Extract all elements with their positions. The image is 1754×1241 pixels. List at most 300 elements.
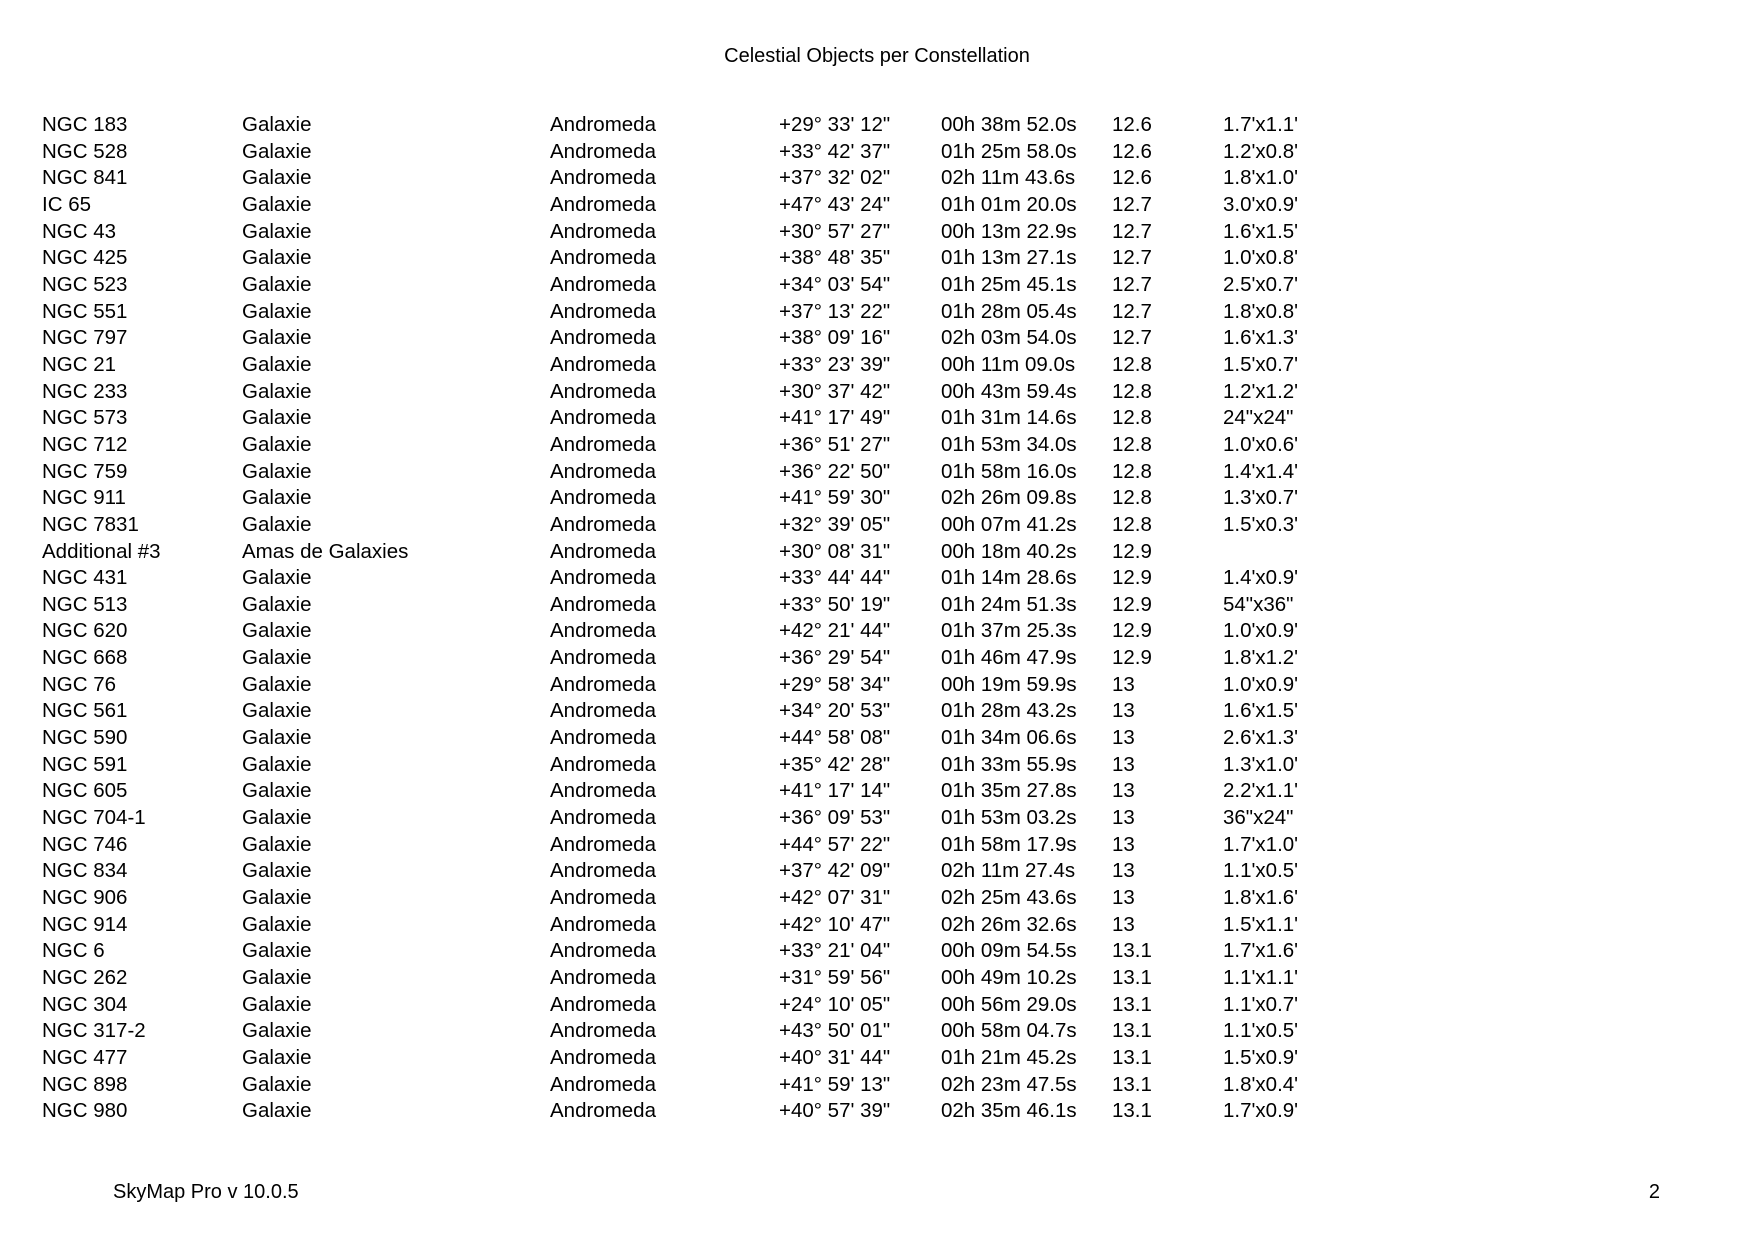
object-name-cell: NGC 431 (42, 566, 128, 590)
constellation-cell: Andromeda (550, 326, 656, 350)
table-row (42, 539, 1343, 566)
size-cell: 1.0'x0.9' (1223, 619, 1299, 643)
declination-cell: +35° 42' 28" (779, 752, 891, 776)
declination-cell: +41° 17' 49" (779, 406, 891, 430)
right-ascension-cell: 01h 58m 17.9s (941, 832, 1077, 856)
declination-cell: +34° 20' 53" (779, 699, 891, 723)
size-cell: 1.4'x1.4' (1223, 459, 1299, 483)
magnitude-cell: 12.7 (1112, 246, 1152, 270)
declination-cell: +33° 42' 37" (779, 139, 891, 163)
object-name-cell: NGC 43 (42, 219, 117, 243)
table-row (42, 192, 1343, 219)
table-row (42, 1018, 1343, 1045)
declination-cell: +37° 32' 02" (779, 166, 891, 190)
magnitude-cell: 13.1 (1112, 1099, 1152, 1123)
size-cell: 1.7'x0.9' (1223, 1099, 1299, 1123)
right-ascension-cell: 02h 11m 43.6s (941, 166, 1076, 190)
table-row (42, 512, 1343, 539)
object-name-cell: NGC 746 (42, 832, 128, 856)
size-cell: 1.6'x1.5' (1223, 219, 1299, 243)
magnitude-cell: 12.8 (1112, 432, 1152, 456)
object-type-cell: Galaxie (242, 192, 312, 216)
object-type-cell: Galaxie (242, 299, 312, 323)
right-ascension-cell: 02h 25m 43.6s (941, 886, 1077, 910)
page-title: Celestial Objects per Constellation (724, 45, 1030, 67)
constellation-cell: Andromeda (550, 272, 656, 296)
object-name-cell: NGC 704-1 (42, 806, 146, 830)
magnitude-cell: 13.1 (1112, 1019, 1152, 1043)
declination-cell: +30° 08' 31" (779, 539, 891, 563)
constellation-cell: Andromeda (550, 886, 656, 910)
table-row (42, 405, 1343, 432)
object-type-cell: Galaxie (242, 512, 312, 536)
right-ascension-cell: 01h 53m 34.0s (941, 432, 1077, 456)
right-ascension-cell: 00h 07m 41.2s (941, 512, 1077, 536)
size-cell: 2.6'x1.3' (1223, 726, 1299, 750)
table-row (42, 858, 1343, 885)
right-ascension-cell: 01h 14m 28.6s (941, 566, 1077, 590)
table-row (42, 618, 1343, 645)
object-name-cell: NGC 76 (42, 672, 117, 696)
object-type-cell: Galaxie (242, 912, 312, 936)
magnitude-cell: 12.8 (1112, 486, 1152, 510)
magnitude-cell: 12.7 (1112, 272, 1152, 296)
object-name-cell: NGC 233 (42, 379, 128, 403)
object-name-cell: NGC 6 (42, 939, 105, 963)
object-name-cell: NGC 551 (42, 299, 128, 323)
right-ascension-cell: 01h 37m 25.3s (941, 619, 1077, 643)
table-row (42, 698, 1343, 725)
right-ascension-cell: 02h 35m 46.1s (941, 1099, 1077, 1123)
magnitude-cell: 12.8 (1112, 512, 1152, 536)
constellation-cell: Andromeda (550, 299, 656, 323)
object-type-cell: Galaxie (242, 699, 312, 723)
table-row (42, 165, 1343, 192)
constellation-cell: Andromeda (550, 912, 656, 936)
constellation-cell: Andromeda (550, 486, 656, 510)
object-type-cell: Galaxie (242, 726, 312, 750)
size-cell: 1.3'x0.7' (1223, 486, 1299, 510)
table-row (42, 352, 1343, 379)
size-cell: 1.5'x0.9' (1223, 1045, 1299, 1069)
table-row (42, 885, 1343, 912)
magnitude-cell: 13 (1112, 752, 1135, 776)
constellation-cell: Andromeda (550, 726, 656, 750)
object-name-cell: NGC 317-2 (42, 1019, 146, 1043)
constellation-cell: Andromeda (550, 379, 656, 403)
declination-cell: +44° 58' 08" (779, 726, 891, 750)
declination-cell: +30° 37' 42" (779, 379, 891, 403)
right-ascension-cell: 02h 26m 32.6s (941, 912, 1077, 936)
table-row (42, 805, 1343, 832)
declination-cell: +40° 31' 44" (779, 1045, 891, 1069)
object-type-cell: Galaxie (242, 619, 312, 643)
size-cell: 1.0'x0.8' (1223, 246, 1299, 270)
table-row (42, 965, 1343, 992)
table-row (42, 725, 1343, 752)
object-name-cell: NGC 834 (42, 859, 128, 883)
size-cell: 3.0'x0.9' (1223, 192, 1299, 216)
magnitude-cell: 12.9 (1112, 566, 1152, 590)
constellation-cell: Andromeda (550, 406, 656, 430)
object-name-cell: NGC 620 (42, 619, 128, 643)
object-name-cell: NGC 605 (42, 779, 128, 803)
declination-cell: +29° 33' 12" (779, 113, 891, 136)
object-name-cell: NGC 898 (42, 1072, 128, 1096)
right-ascension-cell: 01h 24m 51.3s (941, 592, 1077, 616)
object-name-cell: NGC 561 (42, 699, 128, 723)
object-name-cell: NGC 590 (42, 726, 128, 750)
object-type-cell: Galaxie (242, 1072, 312, 1096)
constellation-cell: Andromeda (550, 646, 656, 670)
right-ascension-cell: 00h 49m 10.2s (941, 966, 1077, 989)
right-ascension-cell: 01h 46m 47.9s (941, 646, 1077, 670)
constellation-cell: Andromeda (550, 779, 656, 803)
table-row (42, 272, 1343, 299)
object-type-cell: Galaxie (242, 486, 312, 510)
magnitude-cell: 12.6 (1112, 139, 1152, 163)
table-row (42, 938, 1343, 965)
constellation-cell: Andromeda (550, 113, 656, 136)
constellation-cell: Andromeda (550, 699, 656, 723)
right-ascension-cell: 01h 25m 45.1s (941, 272, 1077, 296)
right-ascension-cell: 01h 53m 03.2s (941, 806, 1077, 830)
declination-cell: +37° 13' 22" (779, 299, 891, 323)
table-row (42, 485, 1343, 512)
magnitude-cell: 13 (1112, 672, 1135, 696)
constellation-cell: Andromeda (550, 459, 656, 483)
object-type-cell: Galaxie (242, 406, 312, 430)
objects-table (42, 112, 1343, 1125)
size-cell: 1.5'x0.3' (1223, 512, 1299, 536)
object-name-cell: NGC 513 (42, 592, 128, 616)
size-cell: 1.8'x0.8' (1223, 299, 1299, 323)
object-type-cell: Galaxie (242, 352, 312, 376)
size-cell: 24"x24" (1223, 406, 1294, 430)
right-ascension-cell: 01h 21m 45.2s (941, 1045, 1077, 1069)
constellation-cell: Andromeda (550, 672, 656, 696)
declination-cell: +29° 58' 34" (779, 672, 891, 696)
object-type-cell: Galaxie (242, 272, 312, 296)
object-type-cell: Galaxie (242, 966, 312, 989)
declination-cell: +36° 09' 53" (779, 806, 891, 830)
magnitude-cell: 12.9 (1112, 592, 1152, 616)
right-ascension-cell: 00h 09m 54.5s (941, 939, 1077, 963)
size-cell: 1.2'x0.8' (1223, 139, 1299, 163)
footer-app-version: SkyMap Pro v 10.0.5 (113, 1181, 299, 1203)
constellation-cell: Andromeda (550, 939, 656, 963)
constellation-cell: Andromeda (550, 752, 656, 776)
object-type-cell: Galaxie (242, 646, 312, 670)
magnitude-cell: 12.6 (1112, 166, 1152, 190)
right-ascension-cell: 01h 01m 20.0s (941, 192, 1077, 216)
object-name-cell: NGC 668 (42, 646, 128, 670)
object-type-cell: Galaxie (242, 1019, 312, 1043)
size-cell: 54"x36" (1223, 592, 1294, 616)
right-ascension-cell: 01h 33m 55.9s (941, 752, 1077, 776)
magnitude-cell: 13.1 (1112, 992, 1152, 1016)
right-ascension-cell: 01h 31m 14.6s (941, 406, 1077, 430)
declination-cell: +33° 21' 04" (779, 939, 891, 963)
magnitude-cell: 12.9 (1112, 539, 1152, 563)
declination-cell: +31° 59' 56" (779, 966, 891, 989)
magnitude-cell: 12.8 (1112, 459, 1152, 483)
magnitude-cell: 13 (1112, 859, 1135, 883)
object-type-cell: Galaxie (242, 566, 312, 590)
object-name-cell: NGC 21 (42, 352, 117, 376)
declination-cell: +42° 21' 44" (779, 619, 891, 643)
object-name-cell: NGC 7831 (42, 512, 139, 536)
object-type-cell: Galaxie (242, 432, 312, 456)
magnitude-cell: 12.7 (1112, 192, 1152, 216)
right-ascension-cell: 01h 25m 58.0s (941, 139, 1077, 163)
object-type-cell: Galaxie (242, 246, 312, 270)
magnitude-cell: 12.9 (1112, 646, 1152, 670)
right-ascension-cell: 02h 23m 47.5s (941, 1072, 1077, 1096)
table-row (42, 912, 1343, 939)
object-name-cell: NGC 797 (42, 326, 128, 350)
constellation-cell: Andromeda (550, 139, 656, 163)
declination-cell: +42° 07' 31" (779, 886, 891, 910)
size-cell: 1.1'x0.7' (1223, 992, 1299, 1016)
constellation-cell: Andromeda (550, 566, 656, 590)
magnitude-cell: 13 (1112, 886, 1135, 910)
size-cell: 1.5'x0.7' (1223, 352, 1299, 376)
declination-cell: +30° 57' 27" (779, 219, 891, 243)
constellation-cell: Andromeda (550, 1072, 656, 1096)
magnitude-cell: 12.9 (1112, 619, 1152, 643)
constellation-cell: Andromeda (550, 219, 656, 243)
object-type-cell: Amas de Galaxies (242, 539, 409, 563)
footer-page-number: 2 (1648, 1181, 1660, 1203)
size-cell: 1.5'x1.1' (1223, 912, 1299, 936)
constellation-cell: Andromeda (550, 539, 656, 563)
right-ascension-cell: 00h 19m 59.9s (941, 672, 1077, 696)
declination-cell: +24° 10' 05" (779, 992, 891, 1016)
magnitude-cell: 13 (1112, 912, 1135, 936)
declination-cell: +34° 03' 54" (779, 272, 891, 296)
declination-cell: +33° 23' 39" (779, 352, 891, 376)
size-cell: 1.6'x1.3' (1223, 326, 1299, 350)
table-row (42, 245, 1343, 272)
magnitude-cell: 12.7 (1112, 326, 1152, 350)
size-cell: 1.8'x1.2' (1223, 646, 1299, 670)
table-row (42, 1098, 1343, 1125)
object-type-cell: Galaxie (242, 886, 312, 910)
right-ascension-cell: 00h 56m 29.0s (941, 992, 1077, 1016)
object-type-cell: Galaxie (242, 779, 312, 803)
right-ascension-cell: 01h 13m 27.1s (941, 246, 1077, 270)
object-type-cell: Galaxie (242, 219, 312, 243)
size-cell: 1.1'x1.1' (1223, 966, 1299, 989)
constellation-cell: Andromeda (550, 992, 656, 1016)
size-cell: 1.8'x0.4' (1223, 1072, 1299, 1096)
constellation-cell: Andromeda (550, 246, 656, 270)
declination-cell: +32° 39' 05" (779, 512, 891, 536)
table-row (42, 1045, 1343, 1072)
declination-cell: +37° 42' 09" (779, 859, 891, 883)
object-name-cell: NGC 262 (42, 966, 128, 989)
object-name-cell: NGC 980 (42, 1099, 128, 1123)
size-cell: 1.0'x0.6' (1223, 432, 1299, 456)
right-ascension-cell: 01h 34m 06.6s (941, 726, 1077, 750)
right-ascension-cell: 00h 38m 52.0s (941, 113, 1077, 136)
declination-cell: +33° 50' 19" (779, 592, 891, 616)
constellation-cell: Andromeda (550, 859, 656, 883)
constellation-cell: Andromeda (550, 966, 656, 989)
declination-cell: +43° 50' 01" (779, 1019, 891, 1043)
table-row (42, 645, 1343, 672)
table-row (42, 565, 1343, 592)
magnitude-cell: 12.8 (1112, 379, 1152, 403)
size-cell: 1.3'x1.0' (1223, 752, 1299, 776)
magnitude-cell: 13.1 (1112, 1045, 1152, 1069)
right-ascension-cell: 02h 26m 09.8s (941, 486, 1077, 510)
object-type-cell: Galaxie (242, 166, 312, 190)
table-row (42, 778, 1343, 805)
object-name-cell: NGC 573 (42, 406, 128, 430)
object-type-cell: Galaxie (242, 326, 312, 350)
size-cell: 2.2'x1.1' (1223, 779, 1299, 803)
object-name-cell: NGC 906 (42, 886, 128, 910)
size-cell (1223, 539, 1343, 566)
right-ascension-cell: 00h 11m 09.0s (941, 352, 1076, 376)
size-cell: 1.4'x0.9' (1223, 566, 1299, 590)
size-cell: 1.8'x1.0' (1223, 166, 1299, 190)
right-ascension-cell: 02h 03m 54.0s (941, 326, 1077, 350)
size-cell: 1.7'x1.1' (1223, 113, 1299, 136)
magnitude-cell: 13 (1112, 726, 1135, 750)
size-cell: 1.7'x1.6' (1223, 939, 1299, 963)
object-name-cell: NGC 183 (42, 113, 128, 136)
size-cell: 1.6'x1.5' (1223, 699, 1299, 723)
right-ascension-cell: 01h 58m 16.0s (941, 459, 1077, 483)
right-ascension-cell: 00h 43m 59.4s (941, 379, 1077, 403)
object-type-cell: Galaxie (242, 139, 312, 163)
table-row (42, 459, 1343, 486)
declination-cell: +41° 59' 30" (779, 486, 891, 510)
object-name-cell: NGC 759 (42, 459, 128, 483)
object-name-cell: NGC 528 (42, 139, 128, 163)
size-cell: 36"x24" (1223, 806, 1294, 830)
magnitude-cell: 12.8 (1112, 352, 1152, 376)
declination-cell: +33° 44' 44" (779, 566, 891, 590)
magnitude-cell: 12.7 (1112, 299, 1152, 323)
size-cell: 1.1'x0.5' (1223, 1019, 1299, 1043)
right-ascension-cell: 00h 58m 04.7s (941, 1019, 1077, 1043)
size-cell: 1.8'x1.6' (1223, 886, 1299, 910)
right-ascension-cell: 00h 13m 22.9s (941, 219, 1077, 243)
table-row (42, 139, 1343, 166)
object-name-cell: NGC 841 (42, 166, 128, 190)
constellation-cell: Andromeda (550, 832, 656, 856)
right-ascension-cell: 00h 18m 40.2s (941, 539, 1077, 563)
table-row (42, 992, 1343, 1019)
objects-table-body (42, 112, 1343, 1125)
constellation-cell: Andromeda (550, 432, 656, 456)
object-type-cell: Galaxie (242, 752, 312, 776)
object-name-cell: NGC 914 (42, 912, 128, 936)
magnitude-cell: 13 (1112, 699, 1135, 723)
declination-cell: +36° 29' 54" (779, 646, 891, 670)
declination-cell: +44° 57' 22" (779, 832, 891, 856)
constellation-cell: Andromeda (550, 619, 656, 643)
size-cell: 1.7'x1.0' (1223, 832, 1299, 856)
table-row (42, 1072, 1343, 1099)
table-row (42, 432, 1343, 459)
object-name-cell: NGC 712 (42, 432, 128, 456)
magnitude-cell: 13.1 (1112, 966, 1152, 989)
object-name-cell: Additional #3 (42, 539, 161, 563)
constellation-cell: Andromeda (550, 512, 656, 536)
object-name-cell: NGC 591 (42, 752, 128, 776)
magnitude-cell: 12.6 (1112, 113, 1152, 136)
declination-cell: +42° 10' 47" (779, 912, 891, 936)
object-type-cell: Galaxie (242, 859, 312, 883)
magnitude-cell: 12.7 (1112, 219, 1152, 243)
table-row (42, 325, 1343, 352)
table-row (42, 219, 1343, 246)
table-row (42, 832, 1343, 859)
object-type-cell: Galaxie (242, 1045, 312, 1069)
object-type-cell: Galaxie (242, 992, 312, 1016)
object-type-cell: Galaxie (242, 459, 312, 483)
table-row (42, 379, 1343, 406)
constellation-cell: Andromeda (550, 1019, 656, 1043)
declination-cell: +41° 17' 14" (779, 779, 891, 803)
constellation-cell: Andromeda (550, 166, 656, 190)
object-type-cell: Galaxie (242, 832, 312, 856)
object-name-cell: NGC 425 (42, 246, 128, 270)
magnitude-cell: 13 (1112, 832, 1135, 856)
magnitude-cell: 13 (1112, 806, 1135, 830)
object-type-cell: Galaxie (242, 379, 312, 403)
declination-cell: +36° 51' 27" (779, 432, 891, 456)
object-name-cell: IC 65 (42, 192, 91, 216)
object-type-cell: Galaxie (242, 806, 312, 830)
right-ascension-cell: 01h 35m 27.8s (941, 779, 1077, 803)
table-row (42, 672, 1343, 699)
constellation-cell: Andromeda (550, 192, 656, 216)
constellation-cell: Andromeda (550, 592, 656, 616)
size-cell: 1.1'x0.5' (1223, 859, 1299, 883)
magnitude-cell: 13 (1112, 779, 1135, 803)
magnitude-cell: 12.8 (1112, 406, 1152, 430)
object-name-cell: NGC 304 (42, 992, 128, 1016)
constellation-cell: Andromeda (550, 1099, 656, 1123)
size-cell: 1.0'x0.9' (1223, 672, 1299, 696)
object-type-cell: Galaxie (242, 592, 312, 616)
declination-cell: +36° 22' 50" (779, 459, 891, 483)
object-name-cell: NGC 477 (42, 1045, 128, 1069)
object-type-cell: Galaxie (242, 672, 312, 696)
right-ascension-cell: 02h 11m 27.4s (941, 859, 1076, 883)
object-type-cell: Galaxie (242, 113, 312, 136)
right-ascension-cell: 01h 28m 43.2s (941, 699, 1077, 723)
table-row (42, 299, 1343, 326)
object-name-cell: NGC 911 (42, 486, 126, 510)
object-type-cell: Galaxie (242, 939, 312, 963)
magnitude-cell: 13.1 (1112, 939, 1152, 963)
right-ascension-cell: 01h 28m 05.4s (941, 299, 1077, 323)
table-row (42, 112, 1343, 139)
table-row (42, 592, 1343, 619)
declination-cell: +38° 48' 35" (779, 246, 891, 270)
size-cell: 1.2'x1.2' (1223, 379, 1299, 403)
declination-cell: +47° 43' 24" (779, 192, 891, 216)
declination-cell: +38° 09' 16" (779, 326, 891, 350)
constellation-cell: Andromeda (550, 1045, 656, 1069)
